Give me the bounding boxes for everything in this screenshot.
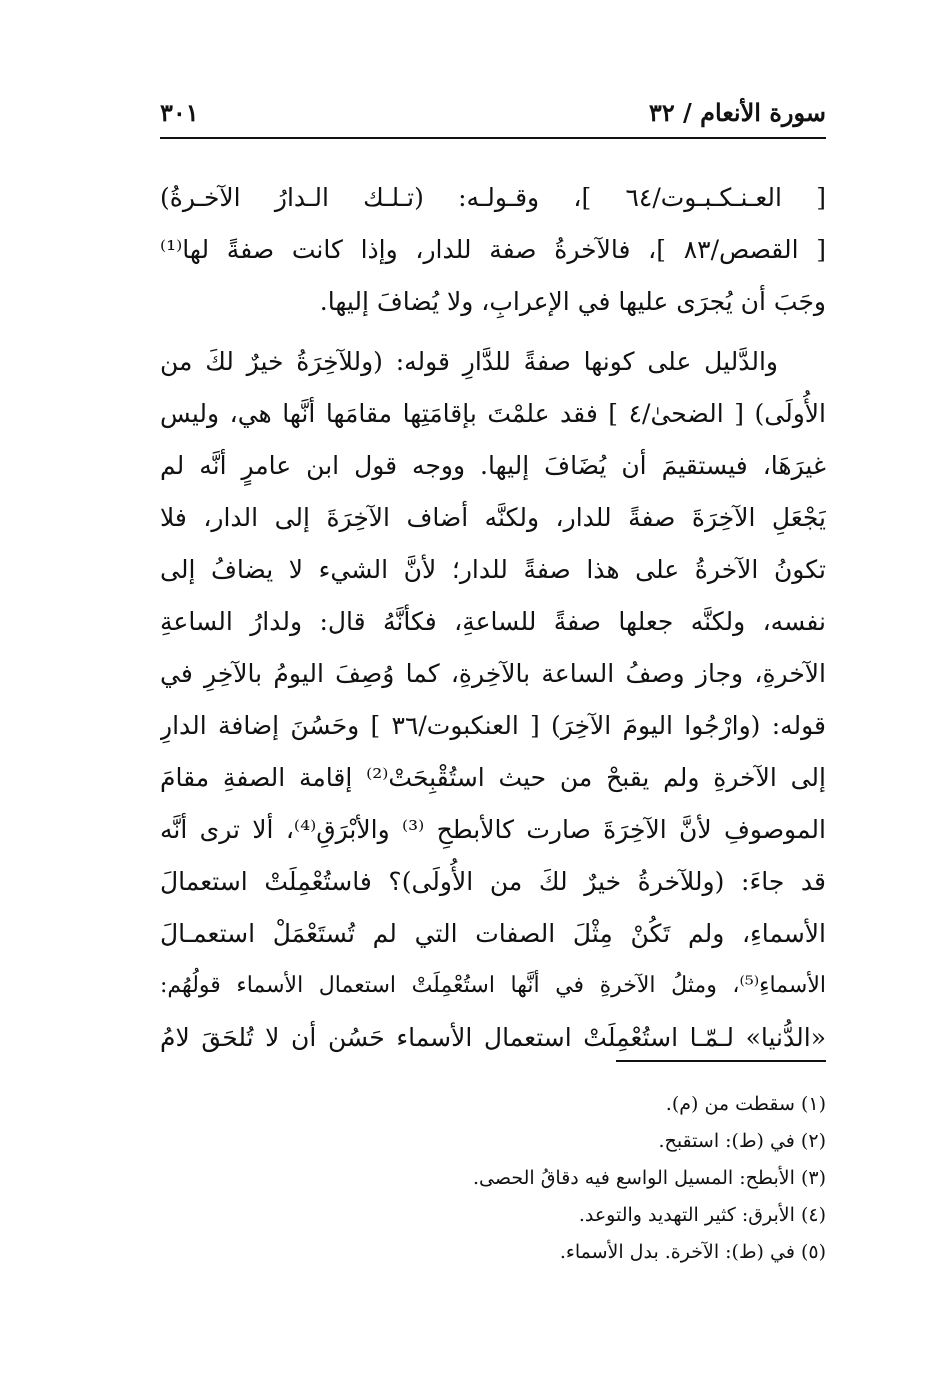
text-line: الأسماءِ، ولم تَكُنْ مِثْلَ الصفات التي لم تُستَعْمَلْ استعمـالَ (160, 919, 826, 948)
text-line: «الدُّنيا» لـمّـا استُعْمِلَتْ استعمال الأسماء حَسُن أن لا تُلحَقَ لامُ (160, 1023, 826, 1052)
text-line: [ العـنـكـبـوت/٦٤ ]، وقـولـه: (تـلـك الـدارُ الآخـرةُ) (160, 183, 826, 212)
text-line: قد جاءَ: (وللآخرةُ خيرٌ لكَ من الأُولَى)؟ فاستُعْمِلَتْ استعمالَ (160, 867, 826, 896)
footnote-item: (١) سقطت من (م). (665, 1093, 826, 1115)
text-line: غيرَهَا، فيستقيمَ أن يُضَافَ إليها. ووجه قول ابن عامرٍ أنَّه لم (160, 451, 826, 480)
text-line: والدَّليل على كونها صفةً للدَّارِ قوله: (وللآخِرَةُ خيرٌ لكَ من (160, 347, 778, 376)
header-rule (160, 137, 826, 139)
text-line: وجَبَ أن يُجرَى عليها في الإعرابِ، ولا يُضافَ إليها. (319, 287, 826, 316)
footnote-item: (٥) في (ط): الآخرة. بدل الأسماء. (559, 1241, 826, 1263)
running-title: سورة الأنعام / ٣٢ (648, 98, 826, 127)
text-line: قوله: (وارْجُوا اليومَ الآخِرَ) [ العنكبوت/٣٦ ] وحَسُنَ إضافة الدارِ (160, 711, 826, 740)
footnote-item: (٢) في (ط): استقبح. (658, 1130, 826, 1152)
text-line: الموصوفِ لأنَّ الآخِرَةَ صارت كالأبطحِ ⁽³⁾ والأبْرَقِ⁽⁴⁾، ألا ترى أنَّه (160, 815, 826, 844)
page-number: ٣٠١ (160, 98, 199, 127)
text-line: الآخرةِ، وجاز وصفُ الساعة بالآخِرةِ، كما وُصِفَ اليومُ بالآخِرِ في (160, 659, 826, 688)
text-line: تكونُ الآخرةُ على هذا صفةً للدار؛ لأنَّ الشيء لا يضافُ إلى (160, 555, 826, 584)
footnote-rule (616, 1060, 826, 1062)
footnotes (160, 1086, 826, 1271)
text-line: الأُولَى) [ الضحىٰ/٤ ] فقد علمْتَ بإقامَتِها مقامَها أنَّها هي، وليس (160, 399, 826, 428)
text-line: نفسه، ولكنَّه جعلها صفةً للساعةِ، فكأنَّهُ قال: ولدارُ الساعةِ (160, 607, 826, 636)
footnote-item: (٤) الأبرق: كثير التهديد والتوعد. (578, 1204, 826, 1226)
footnote-item: (٣) الأبطح: المسيل الواسع فيه دقاقُ الحصى. (472, 1167, 826, 1189)
page-header (160, 94, 826, 138)
main-text (160, 172, 826, 1064)
text-line: [ القصص/٨٣ ]، فالآخرةُ صفة للدار، وإذا كانت صفةً لها⁽¹⁾ (160, 235, 826, 264)
text-line: يَجْعَلِ الآخِرَةَ صفةً للدار، ولكنَّه أضاف الآخِرَةَ إلى الدار، فلا (160, 503, 826, 532)
text-line: الأسماءِ⁽⁵⁾، ومثلُ الآخرةِ في أنَّها استُعْمِلَتْ استعمال الأسماء قولُهُم: (160, 973, 826, 998)
text-line: إلى الآخرةِ ولم يقبحْ من حيث استُقْبِحَتْ⁽²⁾ إقامة الصفةِ مقامَ (160, 763, 826, 792)
